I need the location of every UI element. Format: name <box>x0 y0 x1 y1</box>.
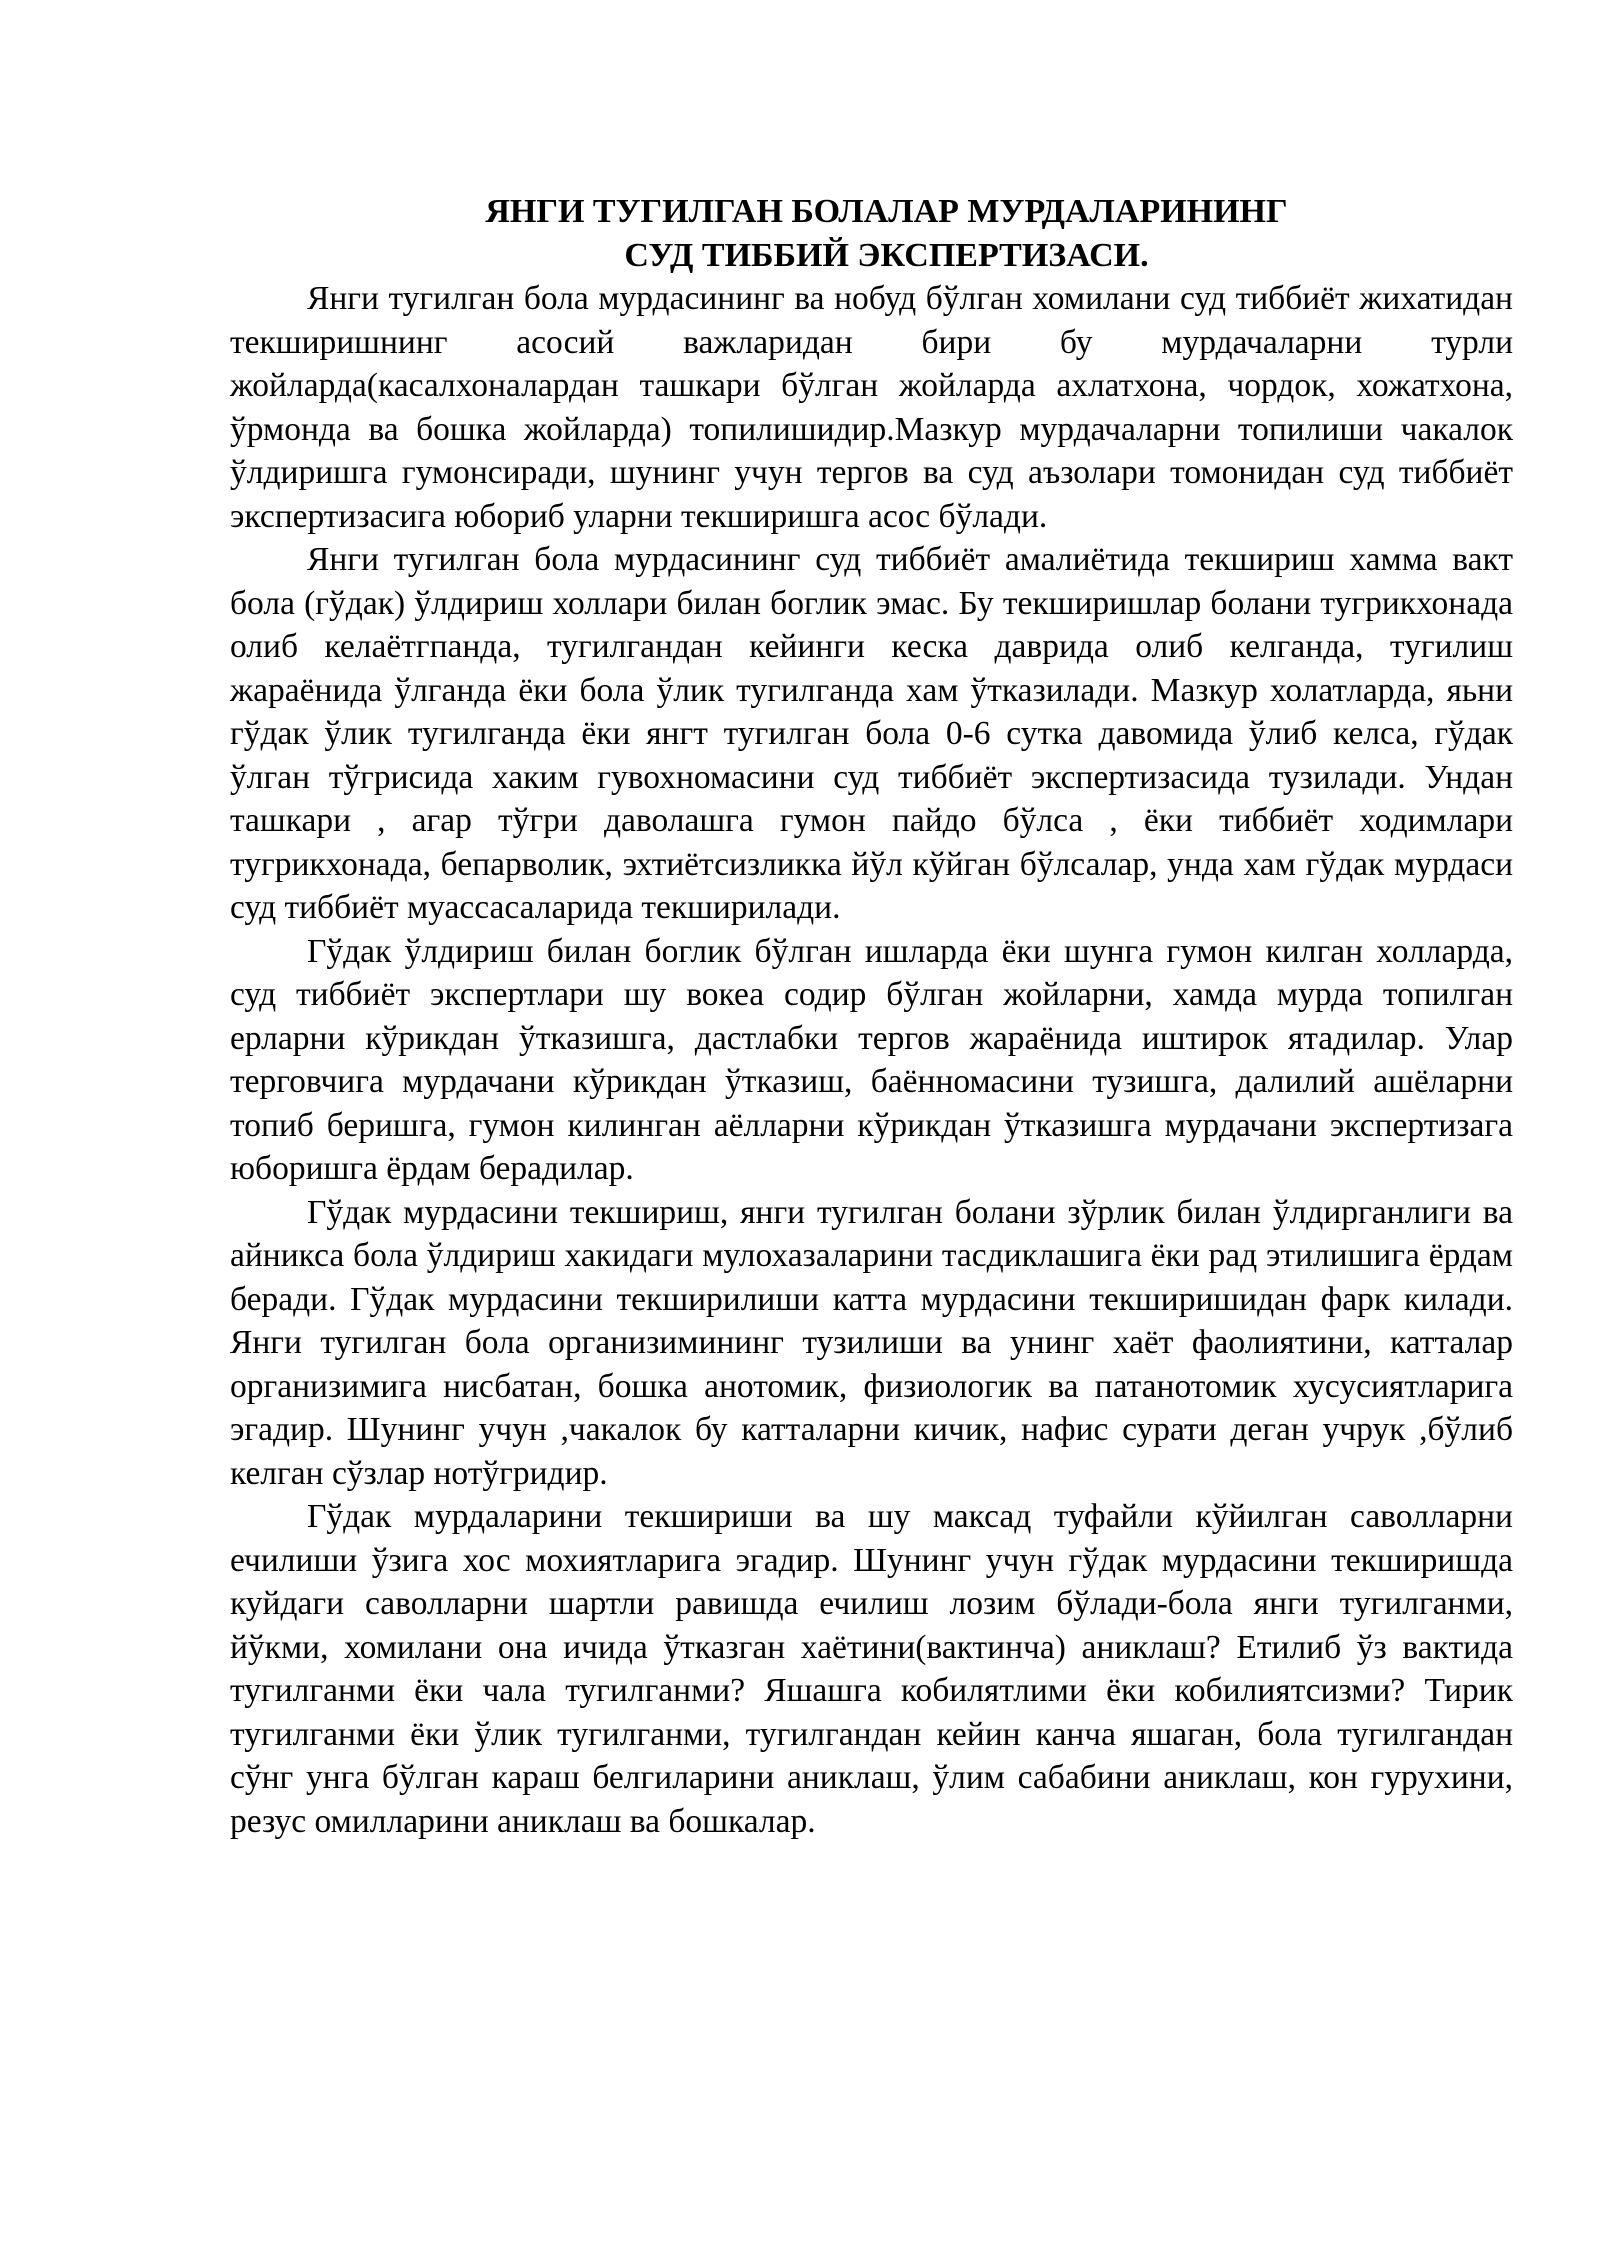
title-line-2: СУД ТИББИЙ ЭКСПЕРТИЗАСИ. <box>624 236 1149 274</box>
document-title <box>230 190 1513 277</box>
paragraph-3: Гўдак ўлдириш билан боглик бўлган ишларда ёки шунга гумон килган холларда, суд тиббиёт экспертлари шу вокеа содир бўлган жойларни, хамда мурда топилган ерларни кўрикдан ўтказишга, дастлабки тергов жараёнида иштирок ятадилар. Улар терговчига мурдачани кўрикдан ўтказиш, баённомасини тузишга, далилий ашёларни топиб беришга, гумон килинган аёлларни кўрикдан ўтказишга мурдачани экспертизага юборишга ёрдам берадилар. <box>230 932 1513 1187</box>
paragraph-1: Янги тугилган бола мурдасининг ва нобуд бўлган хомилани суд тиббиёт жихатидан текширишнинг асосий важларидан бири бу мурдачаларни турли жойларда(касалхоналардан ташкари бўлган жойларда ахлатхона, чордок, хожатхона, ўрмонда ва бошка жойларда) топилишидир.Мазкур мурдачаларни топилиши чакалок ўлдиришга гумонсиради, шунинг учун тергов ва суд аъзолари томонидан суд тиббиёт экспертизасига юбориб уларни текширишга асос бўлади. <box>230 280 1513 535</box>
paragraph-5: Гўдак мурдаларини текшириши ва шу максад туфайли кўйилган саволларни ечилиши ўзига хос мохиятларига эгадир. Шунинг учун гўдак мурдасини текширишда куйдаги саволларни шартли равишда ечилиш лозим бўлади-бола янги тугилганми, йўкми, хомилани она ичида ўтказган хаётини(вактинча) аниклаш? Етилиб ўз вактида тугилганми ёки чала тугилганми? Яшашга кобилятлими ёки кобилиятсизми? Тирик тугилганми ёки ўлик тугилганми, тугилгандан кейин канча яшаган, бола тугилгандан сўнг унга бўлган караш белгиларини аниклаш, ўлим сабабини аниклаш, кон гурухини, резус омилларини аниклаш ва бошкалар. <box>230 1498 1513 1840</box>
document-body <box>230 190 1513 1843</box>
title-line-1: ЯНГИ ТУГИЛГАН БОЛАЛАР МУРДАЛАРИНИНГ <box>485 193 1288 230</box>
paragraph-4: Гўдак мурдасини текшириш, янги тугилган болани зўрлик билан ўлдирганлиги ва айникса бола ўлдириш хакидаги мулохазаларини тасдиклашига ёки рад этилишига ёрдам беради. Гўдак мурдасини текширилиши катта мурдасини текширишидан фарк килади. Янги тугилган бола организимининг тузилиши ва унинг хаёт фаолиятини, катталар организимига нисбатан, бошка анотомик, физиологик ва патанотомик хусусиятларига эгадир. Шунинг учун ,чакалок бу катталарни кичик, нафис сурати деган учрук ,бўлиб келган сўзлар нотўгридир. <box>230 1193 1513 1492</box>
paragraph-2: Янги тугилган бола мурдасининг суд тиббиёт амалиётида текшириш хамма вакт бола (гўдак) ўлдириш холлари билан боглик эмас. Бу текширишлар болани тугрикхонада олиб келаётгпанда, тугилгандан кейинги кеска даврида олиб келганда, тугилиш жараёнида ўлганда ёки бола ўлик тугилганда хам ўтказилади. Мазкур холатларда, яьни гўдак ўлик тугилганда ёки янгт тугилган бола 0-6 сутка давомида ўлиб келса, гўдак ўлган тўгрисида хаким гувохномасини суд тиббиёт экспертизасида тузилади. Ундан ташкари , агар тўгри даволашга гумон пайдо бўлса , ёки тиббиёт ходимлари тугрикхонада, бепарволик, эхтиётсизликка йўл кўйган бўлсалар, унда хам гўдак мурдаси суд тиббиёт муассасаларида текширилади. <box>230 541 1513 926</box>
